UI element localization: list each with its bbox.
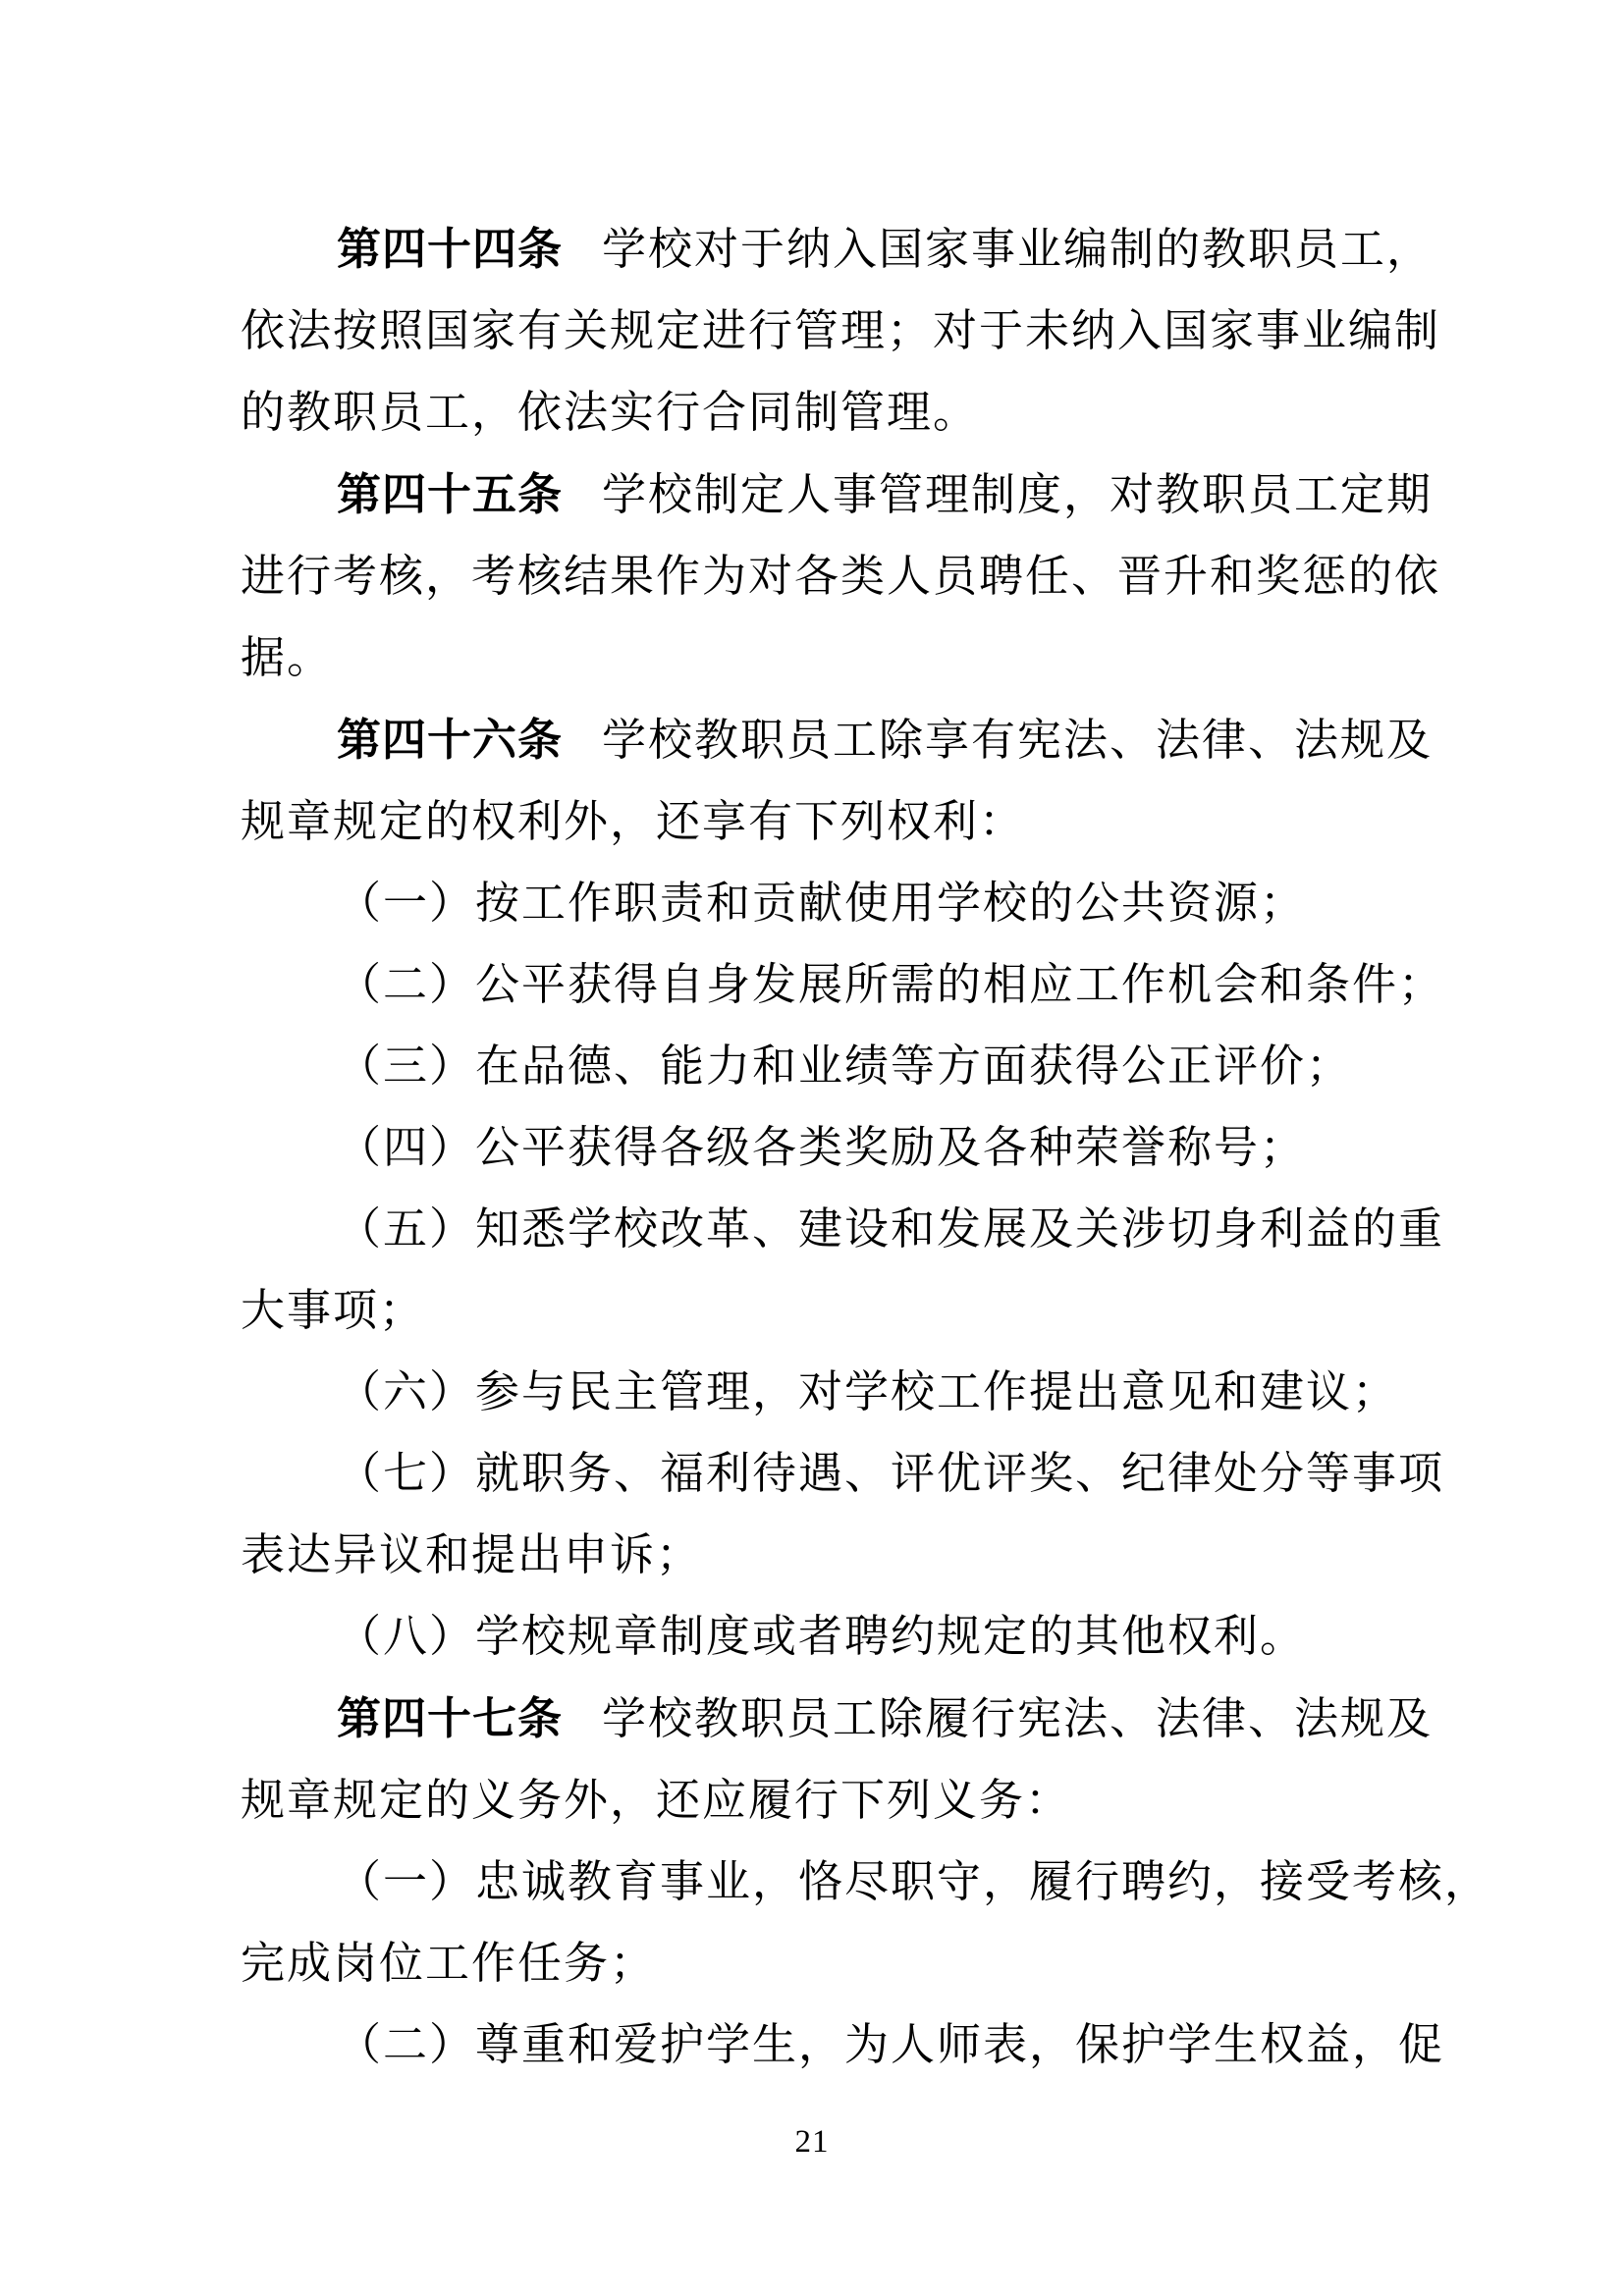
line-text: （二）尊重和爱护学生，为人师表，保护学生权益，促 [337, 2020, 1445, 2069]
line-text: （二）公平获得自身发展所需的相应工作机会和条件； [337, 960, 1445, 1009]
line-text: （七）就职务、福利待遇、评优评奖、纪律处分等事项 [337, 1449, 1445, 1498]
line-text: 学校教职员工除享有宪法、法律、法规及 [602, 716, 1434, 765]
document-line [241, 617, 1443, 699]
line-text: 依法按照国家有关规定进行管理；对于未纳入国家事业编制 [241, 306, 1441, 355]
document-line [241, 1189, 1443, 1270]
document-line [241, 454, 1443, 536]
page-number: 21 [794, 2124, 830, 2160]
line-text: （五）知悉学校改革、建设和发展及关涉切身利益的重 [337, 1204, 1445, 1254]
line-text: 据。 [241, 633, 334, 682]
line-text: （三）在品德、能力和业绩等方面获得公正评价； [337, 1041, 1353, 1091]
line-text: （一）忠诚教育事业，恪尽职守，履行聘约，接受考核， [337, 1857, 1491, 1906]
document-line [241, 1270, 1443, 1352]
document-line [241, 208, 1443, 291]
document-body [241, 208, 1491, 2086]
document-line [241, 291, 1443, 372]
line-text: 大事项； [241, 1286, 426, 1335]
line-text: 学校对于纳入国家事业编制的教职员工， [602, 225, 1434, 274]
document-line [241, 944, 1443, 1026]
document-line [241, 863, 1443, 944]
document-line [241, 372, 1443, 454]
line-text: 表达异议和提出申诉； [241, 1530, 703, 1579]
line-text: 的教职员工，依法实行合同制管理。 [241, 388, 980, 437]
line-text: （一）按工作职责和贡献使用学校的公共资源； [337, 879, 1307, 928]
document-line [241, 1433, 1443, 1515]
document-line [241, 1107, 1443, 1189]
document-line [241, 1923, 1443, 2004]
document-line [241, 699, 1443, 781]
line-text: （八）学校规章制度或者聘约规定的其他权利。 [337, 1612, 1307, 1661]
article-heading: 第四十六条 [337, 715, 564, 765]
article-heading: 第四十七条 [337, 1693, 564, 1743]
line-text: 规章规定的义务外，还应履行下列义务： [241, 1776, 1072, 1825]
line-text: 规章规定的权利外，还享有下列权利： [241, 797, 1026, 846]
document-line [241, 1515, 1443, 1596]
line-text: 学校制定人事管理制度，对教职员工定期 [602, 470, 1434, 519]
line-text: 学校教职员工除履行宪法、法律、法规及 [602, 1694, 1434, 1743]
document-line [241, 1678, 1443, 1760]
document-line [241, 1596, 1443, 1678]
document-line [241, 2004, 1443, 2086]
document-line [241, 536, 1443, 617]
document-line [241, 1760, 1443, 1842]
article-heading: 第四十五条 [337, 469, 564, 519]
line-text: （四）公平获得各级各类奖励及各种荣誉称号； [337, 1123, 1307, 1172]
line-text: 完成岗位工作任务； [241, 1939, 657, 1988]
document-line [241, 1026, 1443, 1107]
document-line [241, 1842, 1491, 1923]
article-heading: 第四十四条 [337, 224, 564, 274]
document-line [241, 781, 1443, 863]
document-line [241, 1352, 1443, 1433]
line-text: 进行考核，考核结果作为对各类人员聘任、晋升和奖惩的依 [241, 552, 1441, 601]
line-text: （六）参与民主管理，对学校工作提出意见和建议； [337, 1367, 1399, 1416]
